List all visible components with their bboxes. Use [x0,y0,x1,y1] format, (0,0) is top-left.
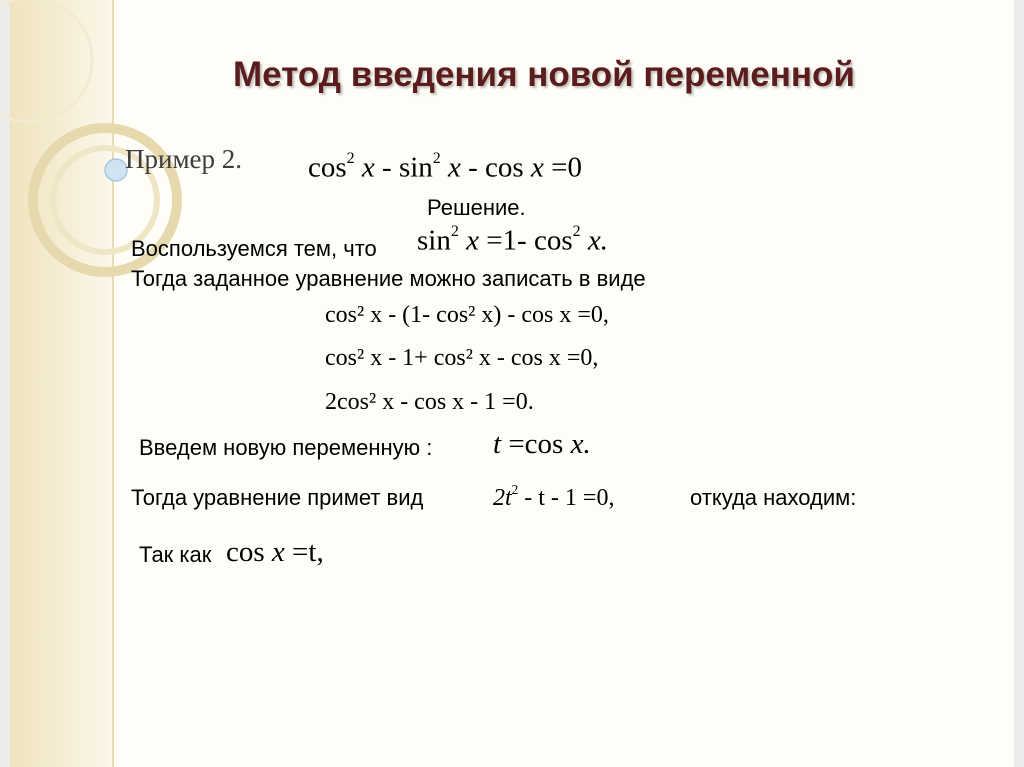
since-x: x [271,536,285,568]
since-text: Так как [139,542,212,567]
eq-sin: sin [398,151,433,184]
identity-cos: cos [533,224,573,257]
step-2: cos² x - 1+ cos² x - cos x =0, [325,345,599,371]
slide-title: Метод введения новой переменной [233,55,855,94]
introduce-var-text: Введем новую переменную : [139,435,433,460]
identity-equation [417,223,608,258]
eq-minus-1: - [382,151,392,184]
since-cos: cos [226,536,265,568]
quad-exp: 2 [511,482,519,497]
identity-exp-2: 2 [572,223,581,240]
slide-background [112,0,1014,767]
main-equation [308,150,582,185]
eq-exp-2: 2 [432,150,441,167]
eq-exp-1: 2 [346,150,355,167]
quad-rest: - t - 1 =0, [524,485,615,512]
eq-x-2: x [448,151,461,184]
step-3: 2cos² x - cos x - 1 =0. [325,389,534,415]
sub-equals-cos: =cos [508,428,564,460]
identity-exp-1: 2 [450,223,459,240]
whence-text: откуда находим: [690,485,857,510]
eq-x-3: x [530,151,544,184]
deco-bullet-dot [105,159,127,181]
eq-equals-zero: =0 [551,151,582,184]
identity-x-1: x [466,224,479,257]
quad-2t: 2t [493,485,512,512]
then-write-text: Тогда заданное уравнение можно записать в виде [131,266,646,291]
eq-x-1: x [361,151,375,184]
then-equation-text: Тогда уравнение примет вид [131,485,424,510]
identity-equals-one-minus: =1- [486,224,527,257]
since-equals-t: =t, [292,536,324,568]
eq-cos-2: cos [485,151,524,184]
sub-t: t [493,428,502,460]
quadratic-equation [493,482,614,512]
eq-minus-2: - [468,151,478,184]
step-1: cos² x - (1- cos² x) - cos x =0, [325,302,609,328]
sub-x: x. [570,428,591,460]
identity-x-2: x. [587,224,608,257]
since-equation [226,536,324,569]
solution-label: Решение. [427,195,526,220]
substitution-equation [493,428,591,461]
example-label: Пример 2. [125,144,243,174]
eq-cos-1: cos [308,151,347,184]
use-identity-text: Воспользуемся тем, что [131,236,377,261]
identity-sin: sin [417,224,451,257]
deco-ring-top [0,0,92,122]
frame-right-border [1014,0,1024,767]
